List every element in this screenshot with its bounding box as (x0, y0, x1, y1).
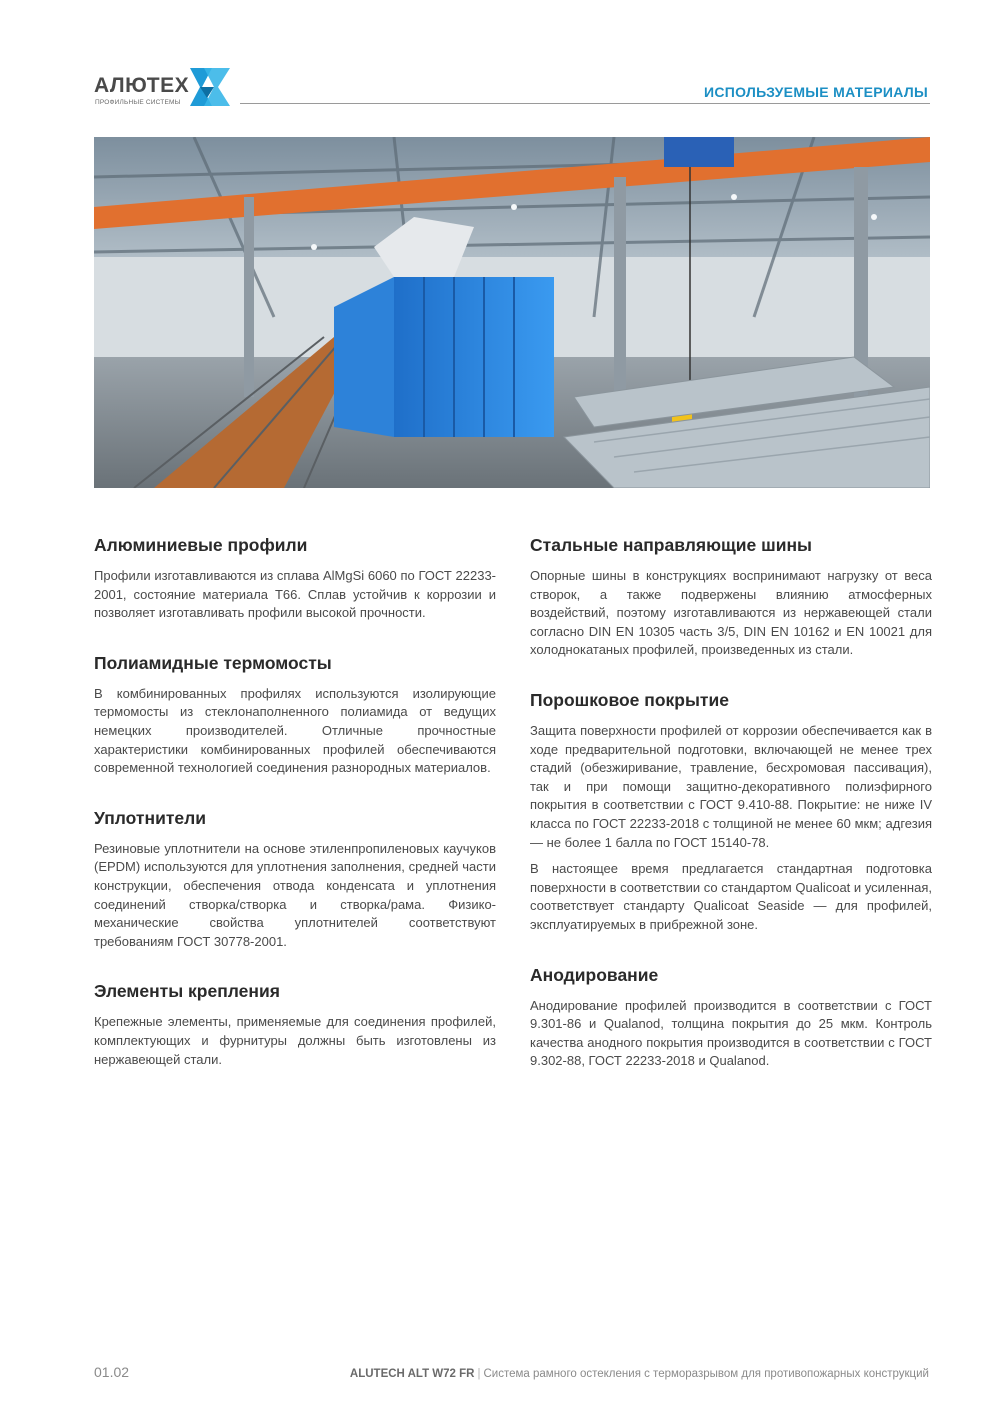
anodizing-section (530, 963, 932, 1071)
factory-photo (94, 137, 930, 488)
section-heading: Элементы крепления (94, 981, 280, 1002)
section-paragraph: Защита поверхности профилей от коррозии обеспечивается как в ходе предварительной подготовки, включающей не менее трех стадий (обезжиривание, травление, бесхромовая пассивация), так и при помощи защитно-декоративного полиэфирного покрытия в соответствии с ГОСТ 9.410-88. Покрытие: не ниже IV класса по ГОСТ 22233-2018 с толщиной не менее 60 мкм; адгезия — не более 1 балла по ГОСТ 15140-78. (530, 722, 932, 850)
section-paragraph: Опорные шины в конструкциях воспринимают нагрузку от веса створок, а также подвержены влиянию атмосферных воздействий, поэтому изготавливаются из нержавеющей стали согласно DIN EN 10305 часть 3/5, DIN EN 10162 и EN 10021 для холоднокатаных профилей, произведенных из стали. (530, 568, 932, 658)
left-column (94, 533, 496, 1097)
header-divider (240, 103, 930, 104)
right-column (530, 533, 932, 1099)
footer-product: ALUTECH ALT W72 FR (349, 1368, 475, 1380)
page-number: 01.02 (94, 1364, 130, 1380)
footer-separator: | (477, 1368, 481, 1380)
footer-description: Система рамного остекления с терморазрывом для противопожарных конструкций (483, 1368, 929, 1380)
logo-mark-icon (190, 68, 230, 106)
logo-subtitle: ПРОФИЛЬНЫЕ СИСТЕМЫ (95, 99, 181, 106)
section-paragraph: Крепежные элементы, применяемые для соединения профилей, комплектующих и фурнитуры должны быть изготовлены из нержавеющей стали. (94, 1014, 496, 1067)
company-logo (94, 66, 234, 110)
section-heading: Стальные направляющие шины (530, 535, 812, 555)
section-paragraph: В комбинированных профилях используются изолирующие термомосты из стеклонаполненного полиамида от ведущих немецких производителей. Отличные прочностные характеристики комбинированных профилей обеспечиваются современной технологией соединения разнородных материалов. (94, 685, 496, 776)
section-paragraph: В настоящее время предлагается стандартная подготовка поверхности в соответствии со стандартом Qualicoat и усиленная, соответствует стандарту Qualicoat Seaside — для профилей, эксплуатируемых в прибрежной зоне. (530, 861, 932, 932)
factory-photo-icon (94, 137, 930, 488)
section-paragraph: Анодирование профилей производится в соответствии с ГОСТ 9.301-86 и Qualanod, толщина покрытия до 25 мкм. Контроль качества анодного покрытия производится в соответствии с ГОСТ 9.302-88, ГОСТ 22233-2018 и Qualanod. (530, 997, 932, 1069)
footer-caption (350, 1368, 929, 1380)
section-heading: Полиамидные термомосты (94, 652, 332, 673)
fasteners-section (94, 979, 496, 1069)
thermal-breaks-section (94, 651, 496, 778)
steel-rails-section (530, 533, 932, 660)
powder-coating-section (530, 688, 932, 935)
section-heading: Уплотнители (94, 807, 207, 828)
section-heading: Алюминиевые профили (94, 535, 308, 555)
gaskets-section (94, 806, 496, 952)
aluminium-profiles-section (94, 533, 496, 623)
section-heading: Порошковое покрытие (530, 689, 729, 710)
section-title: ИСПОЛЬЗУЕМЫЕ МАТЕРИАЛЫ (704, 84, 928, 100)
section-paragraph: Резиновые уплотнители на основе этиленпропиленовых каучуков (EPDM) используются для уплотнения заполнения, средней части конструкции, обеспечения отвода конденсата и уплотнения соединений створка/створка и створка/рама. Физико-механические свойства уплотнителей соответствуют требованиям ГОСТ 30778-2001. (94, 840, 496, 949)
section-heading: Анодирование (530, 964, 659, 985)
logo-text: АЛЮТЕХ (94, 74, 190, 97)
section-paragraph: Профили изготавливаются из сплава AlMgSi 6060 по ГОСТ 22233-2001, состояние материала T66. Сплав устойчив к коррозии и позволяет изготавливать профили высокой прочности. (94, 568, 496, 621)
